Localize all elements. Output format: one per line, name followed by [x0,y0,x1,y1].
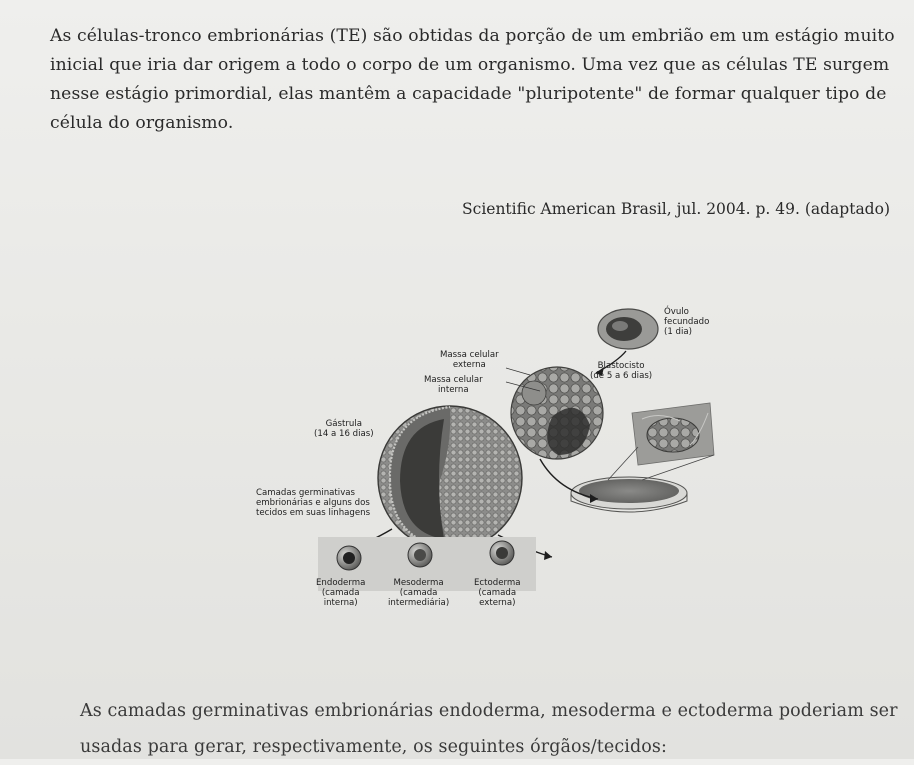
label-line: embrionárias e alguns dos [256,498,370,508]
label-line: externa) [479,598,516,608]
question-line: As camadas germinativas embrionárias endoderma, mesoderma e ectoderma poderiam ser [80,701,898,721]
label-line: (camada [399,588,438,598]
label-germ-layers [256,488,370,518]
label-line: externa [452,360,486,370]
label-outer-cell-mass [440,350,499,370]
intro-line: As células-tronco embrionárias (TE) são obtidas da porção de um embrião em um estágio muito [50,26,895,46]
label-line: Endoderma [316,578,366,588]
label-line: (14 a 16 dias) [314,429,374,439]
label-blastocyst [590,361,652,381]
label-line: (1 dia) [664,327,693,337]
label-line: tecidos em suas linhagens [256,508,371,518]
intro-paragraph [50,22,895,138]
intro-line: nesse estágio primordial, elas mantêm a capacidade "pluripotente" de formar qualquer tipo de [50,84,887,104]
intro-line: inicial que iria dar origem a todo o corpo de um organismo. Uma vez que as células TE surgem [50,55,890,75]
question-paragraph [80,693,914,765]
label-inner-cell-mass [424,375,483,395]
label-line: (camada [321,588,360,598]
ectoderm-cell-icon [490,541,514,565]
endoderm-cell-icon [337,546,361,570]
label-line: Ectoderma [474,578,521,588]
gastrula-image [378,406,522,550]
label-line: interna) [323,598,358,608]
source-details: , jul. 2004. p. 49. (adaptado) [666,200,890,218]
label-line: Blastocisto [597,361,645,371]
label-line: Massa celular [424,375,483,385]
label-line: Camadas germinativas [256,488,356,498]
label-line: interna [438,385,469,395]
label-fertilized-ovum [664,307,709,337]
label-line: Gástrula [325,419,363,429]
question-line: usadas para gerar, respectivamente, os seguintes órgãos/tecidos: [80,737,667,757]
source-publication: Scientific American Brasil [462,200,667,218]
source-citation [462,200,890,218]
label-mesoderm [388,578,449,608]
label-line: intermediária) [388,598,450,608]
label-ectoderm [474,578,521,608]
label-line: Óvulo [664,307,689,317]
fertilized-ovum-image [598,309,658,349]
label-line: Massa celular [440,350,499,360]
label-endoderm [316,578,365,608]
embryo-development-figure [240,295,720,615]
label-line: Mesoderma [393,578,444,588]
magnified-cells-inset [632,403,714,465]
label-line: (de 5 a 6 dias) [590,371,653,381]
label-gastrula [314,419,374,439]
mesoderm-cell-icon [408,543,432,567]
label-line: fecundado [664,317,710,327]
embryo-illustration [240,295,720,615]
intro-line: célula do organismo. [50,113,234,133]
label-line: (camada [478,588,517,598]
